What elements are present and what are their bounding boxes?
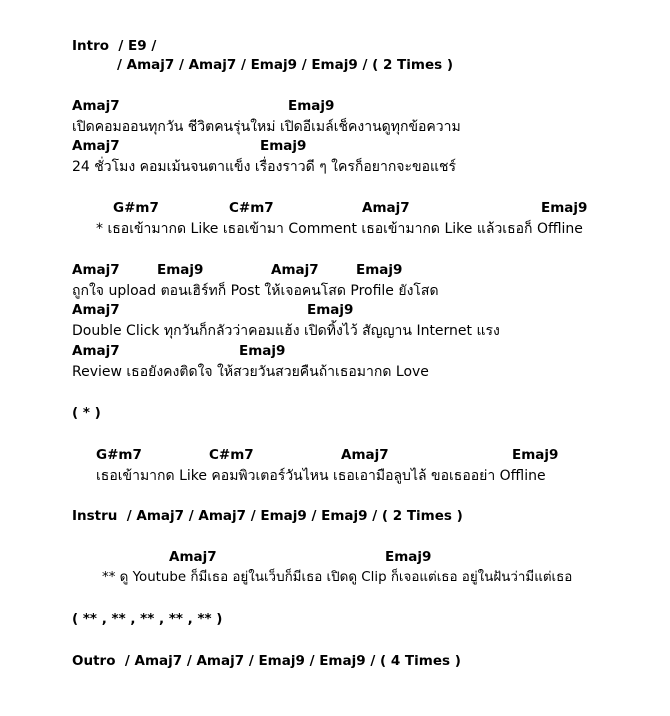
intro-line-2: / Amaj7 / Amaj7 / Emaj9 / Emaj9 / ( 2 Times ) bbox=[117, 57, 454, 73]
chord: Amaj7 bbox=[362, 200, 410, 216]
repeat-chorus-marker: ( * ) bbox=[72, 405, 101, 421]
chord: Amaj7 bbox=[341, 447, 389, 463]
chord: C#m7 bbox=[209, 447, 254, 463]
chord: Amaj7 bbox=[72, 343, 120, 359]
chord: Amaj7 bbox=[72, 138, 120, 154]
lyric-line: ถูกใจ upload ตอนเฮิร์ทก็ Post ให้เจอคนโสด Profile ยังโสด bbox=[72, 283, 439, 299]
lyric-line: * เธอเข้ามากด Like เธอเข้ามา Comment เธอเข้ามากด Like แล้วเธอก็ Offline bbox=[96, 221, 583, 237]
chord: Emaj9 bbox=[512, 447, 559, 463]
chord: Emaj9 bbox=[356, 262, 403, 278]
lyric-line: ** ดู Youtube ก็มีเธอ อยู่ในเว็บก็มีเธอ เปิดดู Clip ก็เจอแต่เธอ อยู่ในฝันว่ามีแต่เธอ bbox=[102, 570, 573, 585]
lyric-line: Review เธอยังคงติดใจ ให้สวยวันสวยคืนถ้าเธอมากด Love bbox=[72, 364, 429, 380]
chord: Amaj7 bbox=[271, 262, 319, 278]
lyric-line: 24 ชั่วโมง คอมเม้นจนตาแข็ง เรื่องราวดี ๆ ใครก็อยากจะขอแชร์ bbox=[72, 159, 457, 175]
chord: Amaj7 bbox=[72, 262, 120, 278]
lyric-line: เธอเข้ามากด Like คอมพิวเตอร์วันไหน เธอเอามือลูบไล้ ขอเธออย่า Offline bbox=[96, 468, 546, 484]
chord: Emaj9 bbox=[541, 200, 588, 216]
chord: Amaj7 bbox=[72, 302, 120, 318]
chord: Emaj9 bbox=[157, 262, 204, 278]
chord: Emaj9 bbox=[385, 549, 432, 565]
chord: Emaj9 bbox=[288, 98, 335, 114]
chord: G#m7 bbox=[113, 200, 159, 216]
intro-line-1: Intro / E9 / bbox=[72, 38, 157, 54]
chord: Emaj9 bbox=[307, 302, 354, 318]
lyric-line: เปิดคอมออนทุกวัน ชีวิตคนรุ่นใหม่ เปิดอีเมล์เช็คงานดูทุกข้อความ bbox=[72, 119, 461, 135]
chord: Emaj9 bbox=[260, 138, 307, 154]
instru-line: Instru / Amaj7 / Amaj7 / Emaj9 / Emaj9 / ( 2 Times ) bbox=[72, 508, 463, 524]
chord: Emaj9 bbox=[239, 343, 286, 359]
repeat-hook-marker: ( ** , ** , ** , ** , ** ) bbox=[72, 611, 223, 627]
chord: Amaj7 bbox=[169, 549, 217, 565]
chord: C#m7 bbox=[229, 200, 274, 216]
chord: Amaj7 bbox=[72, 98, 120, 114]
lyric-line: Double Click ทุกวันก็กลัวว่าคอมแฮ้ง เปิดทิ้งไว้ สัญญาน Internet แรง bbox=[72, 323, 500, 339]
outro-line: Outro / Amaj7 / Amaj7 / Emaj9 / Emaj9 / ( 4 Times ) bbox=[72, 653, 461, 669]
chord: G#m7 bbox=[96, 447, 142, 463]
